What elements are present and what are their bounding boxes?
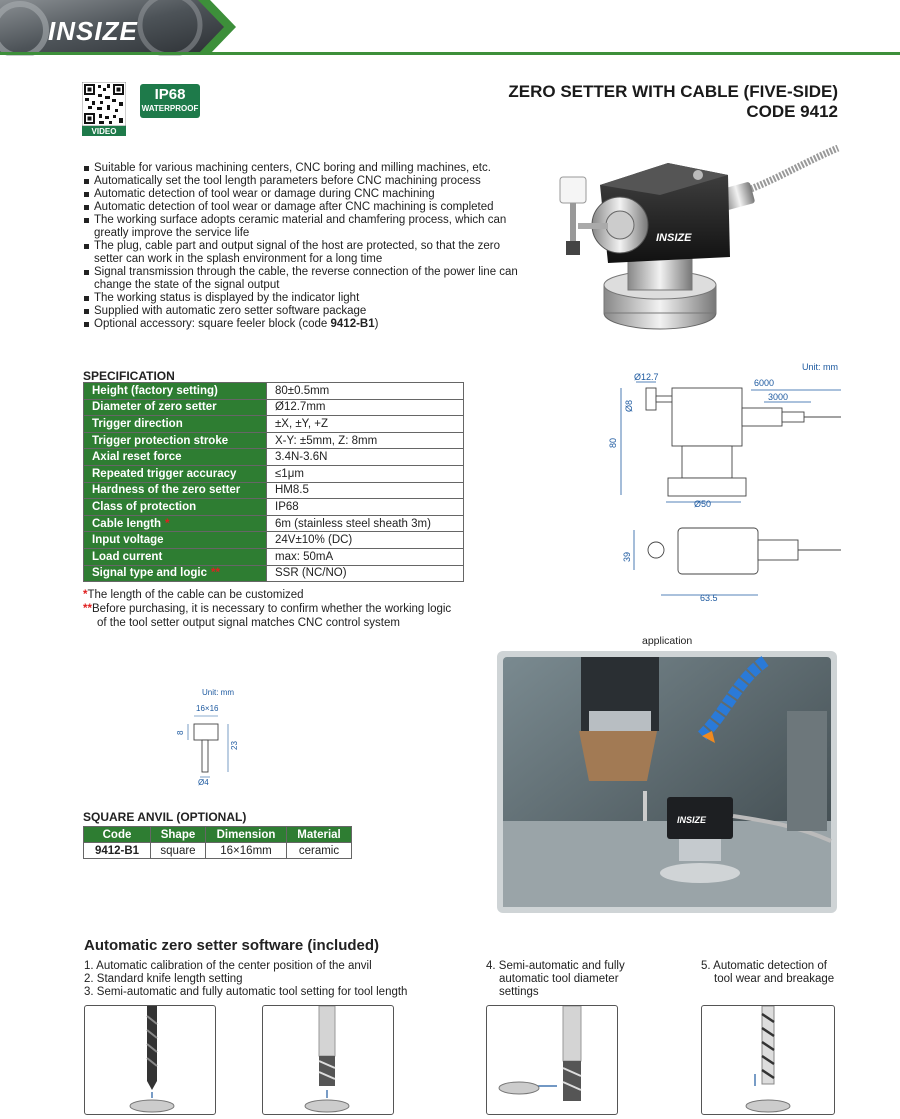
spec-key xyxy=(84,515,267,532)
illustration-calibration xyxy=(84,1005,216,1115)
spec-key-text: Height (factory setting) xyxy=(92,384,218,397)
spec-value: max: 50mA xyxy=(267,548,464,565)
unit-label: Unit: mm xyxy=(802,362,838,372)
spec-key xyxy=(84,499,267,516)
anvil-code: 9412-B1 xyxy=(84,843,151,859)
spec-key xyxy=(84,565,267,582)
spec-key-text: Signal type and logic xyxy=(92,567,208,580)
anvil-dim-h2: 23 xyxy=(230,741,239,750)
anvil-drawing xyxy=(170,684,250,789)
note-text: Before purchasing, it is necessary to confirm whether the working logic xyxy=(91,603,452,615)
spec-value: 3.4N-3.6N xyxy=(267,449,464,466)
spec-key xyxy=(84,399,267,416)
illustration-wear-detection xyxy=(701,1005,835,1115)
anvil-shape: square xyxy=(151,843,206,859)
software-item: 5. Automatic detection of xyxy=(701,960,827,972)
spec-value: 24V±10% (DC) xyxy=(267,532,464,549)
anvil-material: ceramic xyxy=(287,843,352,859)
anvil-unit-label: Unit: mm xyxy=(202,688,234,697)
note-star: ** xyxy=(83,603,92,615)
spec-key xyxy=(84,432,267,449)
spec-star: ** xyxy=(211,567,220,580)
spec-key-text: Axial reset force xyxy=(92,451,182,464)
dim-base: Ø50 xyxy=(694,499,712,509)
note-1 xyxy=(83,588,503,602)
software-item: tool wear and breakage xyxy=(714,973,835,985)
spec-row xyxy=(84,399,464,416)
anvil-col-shape: Shape xyxy=(151,827,206,843)
software-feature-4 xyxy=(486,960,656,999)
dim-h2: 39 xyxy=(622,551,632,562)
spec-notes xyxy=(83,588,503,630)
spec-row xyxy=(84,432,464,449)
anvil-dimension: 16×16mm xyxy=(206,843,287,859)
spec-row xyxy=(84,383,464,400)
spec-key xyxy=(84,465,267,482)
feature-text: Optional accessory: square feeler block (code xyxy=(94,318,331,330)
dim-w2: 63.5 xyxy=(700,593,718,603)
anvil-dim-top: 16×16 xyxy=(196,704,219,713)
spec-key-text: Trigger direction xyxy=(92,417,183,430)
feature-item: The working status is displayed by the indicator light xyxy=(82,292,522,305)
software-item: 2. Standard knife length setting xyxy=(84,973,243,985)
anvil-dim-h1: 8 xyxy=(176,730,185,735)
spec-table xyxy=(83,382,464,582)
anvil-col-code: Code xyxy=(84,827,151,843)
dim-d2: Ø8 xyxy=(624,399,634,412)
feature-item: Supplied with automatic zero setter software package xyxy=(82,305,522,318)
software-item: settings xyxy=(499,986,539,998)
ip68-text: IP68 xyxy=(154,86,186,103)
spec-row xyxy=(84,482,464,499)
spec-key-text: Class of protection xyxy=(92,500,197,513)
insize-logo: INSIZE xyxy=(48,16,138,46)
note-2-cont: of the tool setter output signal matches CNC control system xyxy=(97,617,400,629)
anvil-dim-d: Ø4 xyxy=(198,778,209,787)
feature-item-accessory xyxy=(82,318,522,331)
spec-key-text: Trigger protection stroke xyxy=(92,434,229,447)
illustration-knife-length xyxy=(262,1005,394,1115)
spec-row xyxy=(84,465,464,482)
spec-key-text: Hardness of the zero setter xyxy=(92,484,241,497)
dim-height: 80 xyxy=(608,437,618,448)
feature-item: Automatic detection of tool wear or damage after CNC machining is completed xyxy=(82,201,522,214)
feature-item: Automatic detection of tool wear or damage during CNC machining xyxy=(82,188,522,201)
accessory-code: 9412-B1 xyxy=(330,318,375,330)
spec-key xyxy=(84,449,267,466)
dim-6000: 6000 xyxy=(754,378,775,388)
spec-value: SSR (NC/NO) xyxy=(267,565,464,582)
dim-d1: Ø12.7 xyxy=(634,372,659,382)
spec-key xyxy=(84,532,267,549)
spec-key-text: Cable length xyxy=(92,517,162,530)
spec-key-text: Repeated trigger accuracy xyxy=(92,467,237,480)
spec-key-text: Load current xyxy=(92,550,163,563)
photo-logo: INSIZE xyxy=(677,815,707,825)
note-text: The length of the cable can be customized xyxy=(87,589,304,601)
qr-code[interactable] xyxy=(82,82,126,136)
software-item: 3. Semi-automatic and fully automatic tool setting for tool length xyxy=(84,986,408,998)
spec-key xyxy=(84,416,267,433)
feature-item: The plug, cable part and output signal of the host are protected, so that the zero setter can work in the splash environment for a long time xyxy=(82,240,522,266)
feature-item: Suitable for various machining centers, CNC boring and milling machines, etc. xyxy=(82,162,522,175)
anvil-table xyxy=(83,826,352,859)
feature-item: The working surface adopts ceramic material and chamfering process, which can greatly improve the service life xyxy=(82,214,522,240)
application-caption: application xyxy=(642,635,693,647)
software-heading: Automatic zero setter software (included) xyxy=(84,937,380,954)
spec-row xyxy=(84,416,464,433)
spec-row xyxy=(84,532,464,549)
software-features-left xyxy=(84,960,474,999)
product-title xyxy=(508,82,838,122)
spec-key xyxy=(84,548,267,565)
spec-heading: SPECIFICATION xyxy=(83,369,175,383)
spec-key-text: Diameter of zero setter xyxy=(92,401,217,414)
spec-key xyxy=(84,482,267,499)
feature-text: ) xyxy=(374,318,379,330)
spec-key xyxy=(84,383,267,400)
feature-item: Signal transmission through the cable, the reverse connection of the power line can change the state of the signal output xyxy=(82,266,522,292)
spec-value: Ø12.7mm xyxy=(267,399,464,416)
software-item: 4. Semi-automatic and fully xyxy=(486,960,625,972)
dimension-drawing xyxy=(596,360,846,610)
waterproof-text: WATERPROOF xyxy=(141,104,199,113)
spec-value: HM8.5 xyxy=(267,482,464,499)
software-item: automatic tool diameter xyxy=(499,973,619,985)
application-photo xyxy=(497,651,837,913)
spec-value: X-Y: ±5mm, Z: 8mm xyxy=(267,432,464,449)
ip68-badge xyxy=(140,84,200,118)
product-name: ZERO SETTER WITH CABLE (FIVE-SIDE) xyxy=(508,82,838,101)
spec-value: IP68 xyxy=(267,499,464,516)
anvil-heading: SQUARE ANVIL (OPTIONAL) xyxy=(83,810,247,824)
qr-video-label: VIDEO xyxy=(91,127,117,136)
product-image xyxy=(548,145,840,340)
spec-row xyxy=(84,565,464,582)
dim-3000: 3000 xyxy=(768,392,789,402)
software-item: 1. Automatic calibration of the center position of the anvil xyxy=(84,960,372,972)
spec-value: 80±0.5mm xyxy=(267,383,464,400)
feature-list xyxy=(82,162,522,331)
anvil-col-material: Material xyxy=(287,827,352,843)
spec-value: 6m (stainless steel sheath 3m) xyxy=(267,515,464,532)
spec-row xyxy=(84,449,464,466)
illustration-tool-diameter xyxy=(486,1005,618,1115)
feature-item: Automatically set the tool length parameters before CNC machining process xyxy=(82,175,522,188)
product-logo: INSIZE xyxy=(656,232,692,244)
spec-row xyxy=(84,515,464,532)
software-feature-5 xyxy=(701,960,851,986)
product-code: CODE 9412 xyxy=(746,102,838,121)
spec-value: ≤1μm xyxy=(267,465,464,482)
spec-row xyxy=(84,499,464,516)
note-2 xyxy=(83,602,503,616)
spec-row xyxy=(84,548,464,565)
note-star: * xyxy=(83,589,88,601)
spec-key-text: Input voltage xyxy=(92,534,164,547)
spec-star: * xyxy=(165,517,170,530)
anvil-col-dimension: Dimension xyxy=(206,827,287,843)
spec-value: ±X, ±Y, +Z xyxy=(267,416,464,433)
